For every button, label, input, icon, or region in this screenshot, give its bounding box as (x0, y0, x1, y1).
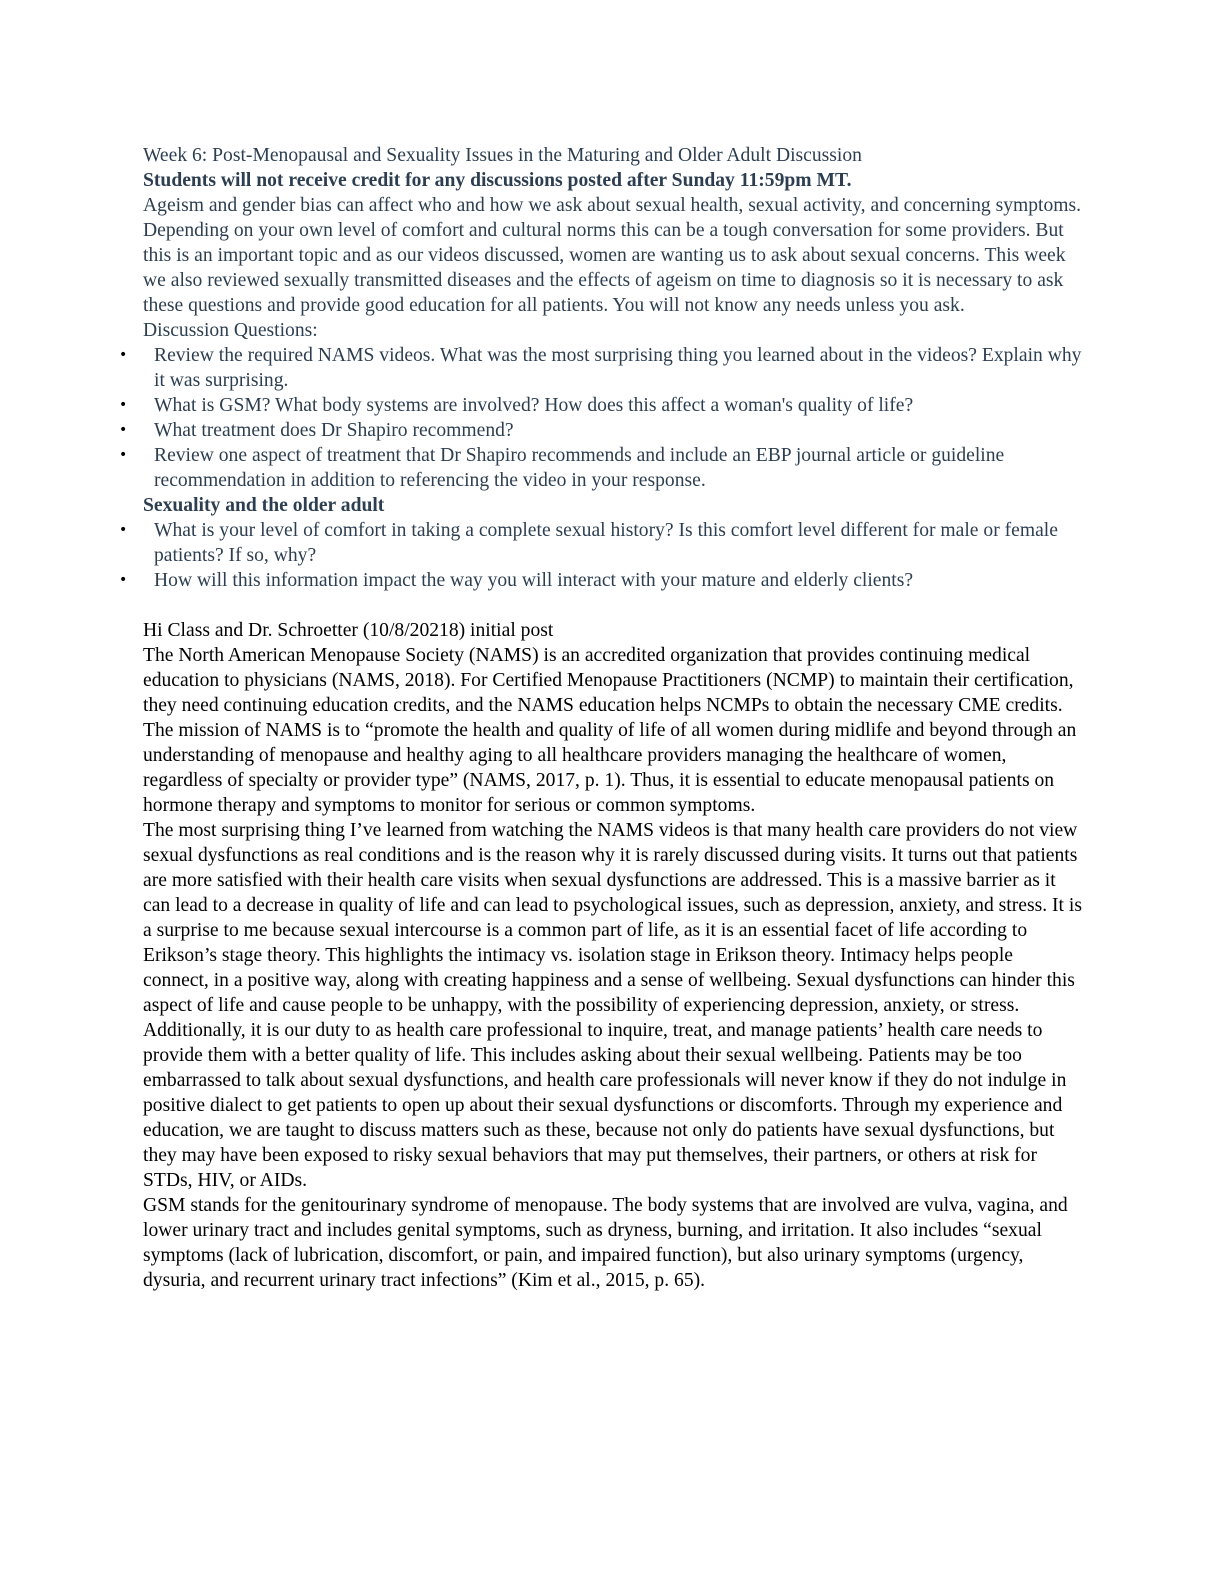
questions-heading: Discussion Questions: (143, 320, 318, 341)
document-page (143, 143, 1083, 1293)
discussion-questions-list (143, 343, 1083, 493)
list-item: • What is your level of comfort in taking a complete sexual history? Is this comfort level different for male or female patients? If so, why? (143, 518, 1083, 568)
assignment-prompt (143, 143, 1083, 593)
post-paragraph: GSM stands for the genitourinary syndrome of menopause. The body systems that are involved are vulva, vagina, and lower urinary tract and includes genital symptoms, such as dryness, burning, and irritation. It also includes “sexual symptoms (lack of lubrication, discomfort, or pain, and impaired function), but also urinary symptoms (urgency, dysuria, and recurrent urinary tract infections” (Kim et al., 2015, p. 65). (143, 1195, 1068, 1291)
list-item: • What is GSM? What body systems are involved? How does this affect a woman's quality of life? (143, 393, 1083, 418)
assignment-intro: Ageism and gender bias can affect who and how we ask about sexual health, sexual activity, and concerning symptoms. Depending on your own level of comfort and cultural norms this can be a tough conversation for some providers. But this is an important topic and as our videos discussed, women are wanting us to ask about sexual concerns. This week we also reviewed sexually transmitted diseases and the effects of ageism on time to diagnosis so it is necessary to ask these questions and provide good education for all patients. You will not know any needs unless you ask. (143, 195, 1082, 316)
list-item: • Review the required NAMS videos. What was the most surprising thing you learned about in the videos? Explain why it was surprising. (143, 343, 1083, 393)
post-greeting: Hi Class and Dr. Schroetter (10/8/20218) initial post (143, 620, 554, 641)
post-paragraph: The North American Menopause Society (NAMS) is an accredited organization that provides continuing medical education to physicians (NAMS, 2018). For Certified Menopause Practitioners (NCMP) to maintain their certification, they need continuing education credits, and the NAMS education helps NCMPs to obtain the necessary CME credits. The mission of NAMS is to “promote the health and quality of life of all women during midlife and beyond through an understanding of menopause and healthy aging to all healthcare providers managing the healthcare of women, regardless of specialty or provider type” (NAMS, 2017, p. 1). Thus, it is essential to educate menopausal patients on hormone therapy and symptoms to monitor for serious or common symptoms. (143, 645, 1077, 816)
deadline-notice: Students will not receive credit for any discussions posted after Sunday 11:59pm MT. (143, 170, 852, 191)
list-item: • How will this information impact the way you will interact with your mature and elderly clients? (143, 568, 1083, 593)
list-item: • What treatment does Dr Shapiro recommend? (143, 418, 1083, 443)
section-spacer (143, 593, 1083, 618)
subsection-heading: Sexuality and the older adult (143, 495, 385, 516)
initial-post (143, 618, 1083, 1293)
older-adult-questions-list (143, 518, 1083, 593)
post-paragraph: Additionally, it is our duty to as health care professional to inquire, treat, and manage patients’ health care needs to provide them with a better quality of life. This includes asking about their sexual wellbeing. Patients may be too embarrassed to talk about sexual dysfunctions, and health care professionals will never know if they do not indulge in positive dialect to get patients to open up about their sexual dysfunctions or discomforts. Through my experience and education, we are taught to discuss matters such as these, because not only do patients have sexual dysfunctions, but they may have been exposed to risky sexual behaviors that may put themselves, their partners, or others at risk for STDs, HIV, or AIDs. (143, 1020, 1067, 1191)
assignment-title: Week 6: Post-Menopausal and Sexuality Issues in the Maturing and Older Adult Discussion (143, 145, 862, 166)
post-paragraph: The most surprising thing I’ve learned from watching the NAMS videos is that many health care providers do not view sexual dysfunctions as real conditions and is the reason why it is rarely discussed during visits. It turns out that patients are more satisfied with their health care visits when sexual dysfunctions are addressed. This is a massive barrier as it can lead to a decrease in quality of life and can lead to psychological issues, such as depression, anxiety, and stress. It is a surprise to me because sexual intercourse is a common part of life, as it is an essential facet of life according to Erikson’s stage theory. This highlights the intimacy vs. isolation stage in Erikson theory. Intimacy helps people connect, in a positive way, along with creating happiness and a sense of wellbeing. Sexual dysfunctions can hinder this aspect of life and cause people to be unhappy, with the possibility of experiencing depression, anxiety, or stress. (143, 820, 1082, 1016)
list-item: • Review one aspect of treatment that Dr Shapiro recommends and include an EBP journal article or guideline recommendation in addition to referencing the video in your response. (143, 443, 1083, 493)
